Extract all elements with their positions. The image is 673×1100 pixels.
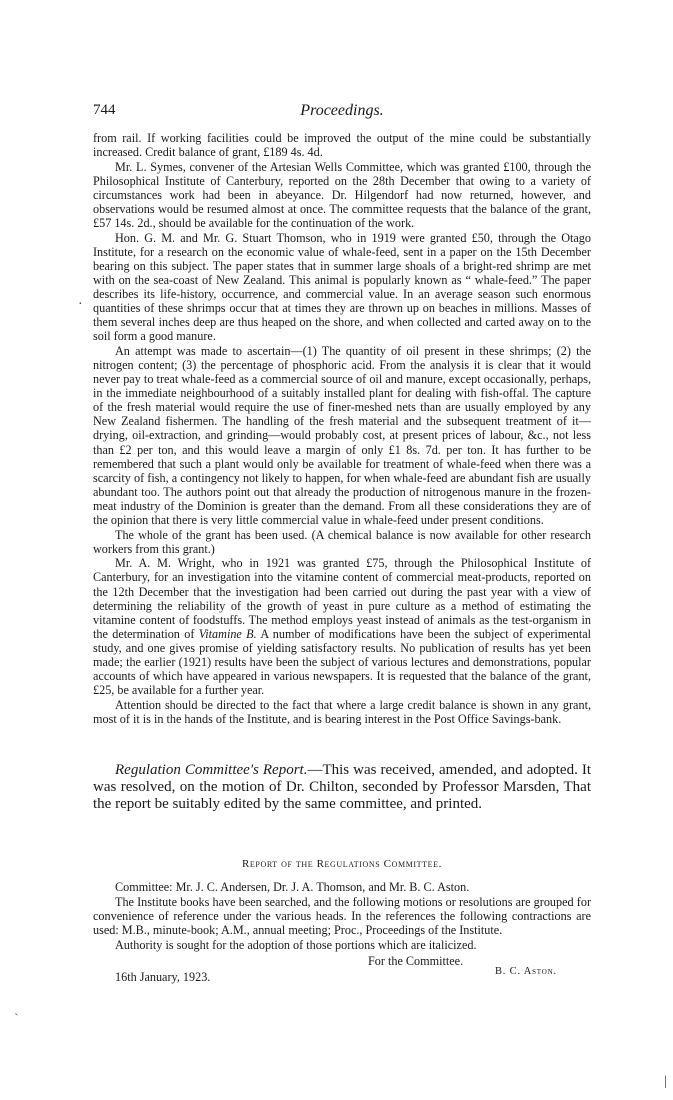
- paragraph-credit-balance: Attention should be directed to the fact that where a large credit balance is shown in any grant, most of it is in the hands of the Institute, and is bearing interest in the Post Office Savings-bank.: [93, 697, 591, 726]
- committee-authority: Authority is sought for the adoption of those portions which are italicized.: [115, 938, 477, 953]
- signoff-name-text: B. C. Aston.: [495, 966, 557, 977]
- report-intro-paragraph: [93, 762, 591, 813]
- paragraph-artesian-wells: Mr. L. Symes, convener of the Artesian Wells Committee, which was granted £100, through the Philosophical Institute of Canterbury, reported on the 28th December that owing to a variety of circumstances work had been in abeyance. Dr. Hilgendorf had now returned, however, and observations would be resumed almost at once. The committee requests that the balance of the grant, £57 14s. 2d., should be available for the continuation of the work.: [93, 159, 591, 231]
- report-intro-text: —This was received, amended, and adopted. It was resolved, on the motion of Dr. Chilton, seconded by Professor Marsden, That the report be suitably edited by the same committee, and printed.: [93, 762, 591, 812]
- margin-mark-right: |: [664, 1074, 667, 1089]
- page-number: 744: [93, 102, 116, 118]
- signoff-name: [495, 966, 557, 977]
- vitamine-text: Mr. A. M. Wright, who in 1921 was granted £75, through the Philosophical Institute of Canterbury, for an investigation into the vitamine content of commercial meat-products, reported on the 12th December that the investigation had been carried out during the past year with a view of determining the reliability of the growth of yeast in pure culture as a method of estimating the vitamine content of foodstuffs. The method employs yeast instead of animals as the test-organism in the determination of: [93, 556, 591, 641]
- paragraph-mine-balance: from rail. If working facilities could be improved the output of the mine could be substantially increased. Credit balance of grant, £189 4s. 4d.: [93, 131, 591, 160]
- report-title-text: Report of the Regulations Committee.: [242, 858, 442, 870]
- regulation-committee-report: [93, 762, 591, 813]
- running-title: Proceedings.: [300, 102, 384, 119]
- committee-members: Committee: Mr. J. C. Andersen, Dr. J. A. Thomson, and Mr. B. C. Aston.: [115, 880, 470, 894]
- committee-section: [93, 880, 591, 952]
- report-intro-lead: Regulation Committee's Report.: [115, 762, 308, 778]
- vitamine-text-rest: A number of modifications have been the subject of experimental study, and one gives promise of yielding satisfactory results. No publication of results has yet been made; the earlier (1921) results have been the subject of various lectures and demonstrations, popular accounts of which have appeared in various newspapers. It is requested that the balance of the grant, £25, be available for a further year.: [93, 626, 592, 698]
- proceedings-body: [93, 131, 591, 726]
- for-committee: For the Committee.: [368, 954, 464, 968]
- paragraph-whale-feed: Hon. G. M. and Mr. G. Stuart Thomson, who in 1919 were granted £50, through the Otago Institute, for a research on the economic value of whale-feed, sent in a paper on the 15th December bearing on this subject. The paper states that in summer large shoals of a bright-red shrimp are met with on the sea-coast of New Zealand. This animal is popularly known as “ whale-feed.” The paper describes its life-history, occurrence, and commercial value. In an average season such enormous quantities of these shrimps occur that at times they are thrown up on beaches in millions. Masses of them several inches deep are thus heaped on the shore, and when collected and carted away on to the soil form a good manure.: [93, 230, 591, 344]
- report-title: [93, 858, 591, 870]
- vitamine-italic: Vitamine B.: [198, 626, 257, 641]
- paragraph-grant-used: The whole of the grant has been used. (A chemical balance is now available for other research workers from this grant.): [93, 527, 591, 556]
- page-header: [93, 102, 591, 124]
- margin-mark-left: ·: [78, 297, 83, 312]
- margin-mark-bottom: `: [14, 1012, 19, 1027]
- signoff-date: 16th January, 1923.: [115, 970, 211, 984]
- paragraph-whale-feed-analysis: An attempt was made to ascertain—(1) The quantity of oil present in these shrimps; (2) the nitrogen content; (3) the percentage of phosphoric acid. From the analysis it is clear that it would never pay to treat whale-feed as a commercial source of oil and manure, except occasionally, perhaps, in the immediate neighbourhood of a suitably installed plant for dealing with fish-offal. The capture of the fresh material would require the use of finer-meshed nets than are usually employed by any New Zealand fishermen. The handling of the fresh material and the subsequent treatment of it—drying, oil-extraction, and grinding—would probably cost, at present prices of labour, &c., not less than £2 per ton, and this would leave a margin of only £1 8s. 7d. per ton. It has further to be remembered that such a plant would only be available for treatment of whale-feed when there was a scarcity of fish, a contingency not likely to happen, for when whale-feed are abundant fish are usually abundant too. The authors point out that already the production of nitrogenous manure in the frozen-meat industry of the Dominion is greater than the demand. From all these considerations they are of the opinion that there is very little commercial value in whale-feed under present conditions.: [93, 343, 591, 528]
- committee-books: The Institute books have been searched, and the following motions or resolutions are grouped for convenience of reference under the various heads. In the references the following contractions are used: M.B., minute-book; A.M., annual meeting; Proc., Proceedings of the Institute.: [93, 895, 591, 938]
- paragraph-vitamine: [93, 556, 591, 697]
